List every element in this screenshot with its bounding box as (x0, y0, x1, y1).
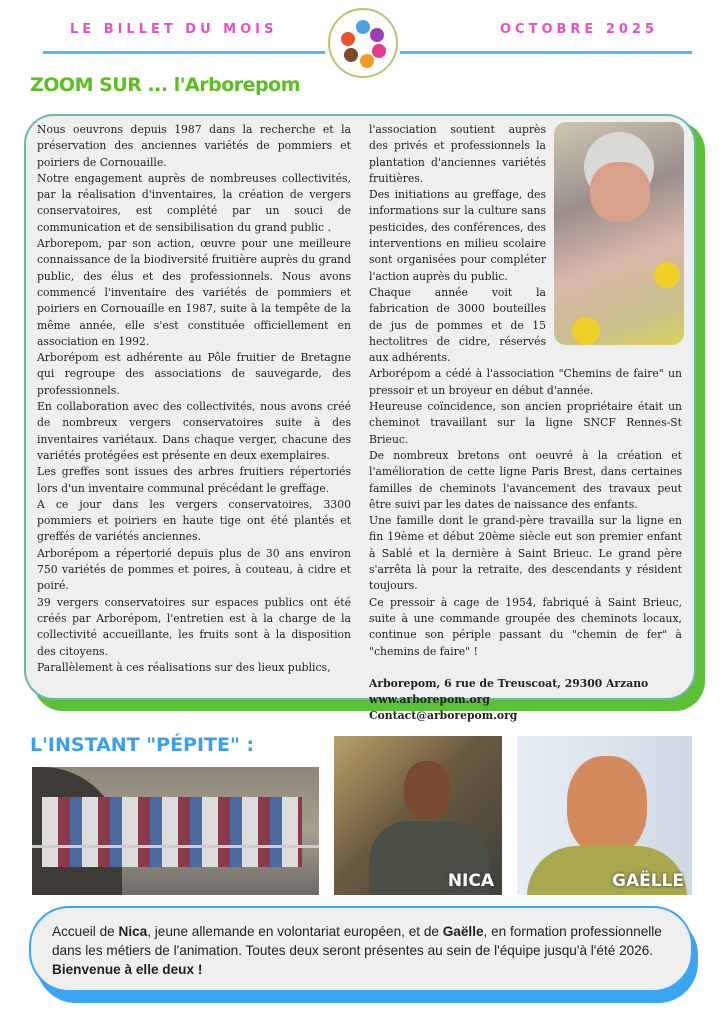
newsletter-label: LE BILLET DU MOIS (70, 22, 278, 37)
paragraph: Ce pressoir à cage de 1954, fabriqué à Saint Brieuc, suite à une commande groupée des cheminots locaux, continue son périple passant du "chemin de fer" à "chemins de faire" ! (369, 595, 682, 658)
paragraph: Nous oeuvrons depuis 1987 dans la recherche et la préservation des anciennes variétés de pommiers et poiriers de Cornouaille. (37, 123, 351, 169)
paragraph: Notre engagement auprès de nombreuses collectivités, par la réalisation d'inventaires, la création de vergers conservatoires, est complété par un souci de communication et de sensibilisation du grand public . (37, 171, 351, 234)
paragraph: Arborépom a cédé à l'association "Chemins de faire" un pressoir et un broyeur en début d'année. (369, 367, 682, 397)
section-title-pepite: L'INSTANT "PÉPITE" : (30, 734, 255, 756)
photo-nica (334, 736, 502, 895)
header-divider-left (43, 51, 325, 54)
paragraph: Heureuse coïncidence, son ancien propriétaire était un cheminot travaillant sur la ligne SNCF Rennes-St Brieuc. (369, 400, 682, 446)
paragraph: l'association soutient auprès des privés et professionnels la plantation d'anciennes variétés fruitières. (369, 123, 546, 185)
paragraph: Une famille dont le grand-père travailla sur la ligne en fin 19ème et début 20ème siècle eut son premier enfant à Sablé et la dernière à Saint Brieuc. Le grand père s'arrêta là pour la retraite, des descendants y résident toujours. (369, 514, 682, 593)
section-title-arborepom: ZOOM SUR ... l'Arborepom (30, 74, 300, 96)
contact-address: Arborepom, 6 rue de Treuscoat, 29300 Arzano (369, 676, 649, 690)
paragraph: Arborepom, par son action, œuvre pour une meilleure connaissance de la biodiversité fruitière auprès du grand public, des élus et des professionnels. Nous avons commencé l'inventaire des variétés de pommiers et poiriers en Cornouaille en 1987, suite à la tempête de la même année, elle s'est constituée officiellement en association en 1992. (37, 237, 352, 348)
paragraph: Arborépom est adhérente au Pôle fruitier de Bretagne qui regroupe des associations de sauvegarde, des professionnels. (37, 351, 351, 397)
paragraph: A ce jour dans les vergers conservatoires, 3300 pommiers et poiriers en haute tige ont été plantés et greffés de variétés anciennes. (37, 497, 351, 544)
paragraph: De nombreux bretons ont oeuvré à la création et l'amélioration de cette ligne Paris Brest, dans certaines familles de cheminots l'avancement des travaux peut être suivi par les dates de naissance des enfants. (369, 448, 682, 511)
welcome-text: , en formation professionnelle dans les métiers de l'animation. Toutes deux seront présentes au sein de l'équipe jusqu'à l'été 2026. (52, 924, 662, 958)
caption-gaelle: GAËLLE (611, 871, 684, 891)
name-nica: Nica (118, 924, 148, 939)
caption-nica: NICA (447, 871, 494, 891)
paragraph: En collaboration avec des collectivités, nous avons créé de nombreux vergers conservatoires suite à des inventaires variétaux. Dans chaque verger, chacune des variétés protégées est présente en deux exemplaires. (37, 400, 351, 462)
name-gaelle: Gaëlle (442, 924, 484, 939)
issue-date: OCTOBRE 2025 (500, 22, 659, 37)
paragraph: Des initiations au greffage, des informations sur la culture sans pesticides, des conférences, des interventions en milieu scolaire sont organisées pour compléter l'action auprès du public. (369, 188, 546, 283)
email-link[interactable]: Contact@arborepom.org (369, 709, 518, 723)
paragraph: Les greffes sont issues des arbres fruitiers répertoriés lors d'un inventaire communal précédant le greffage. (37, 465, 351, 495)
photo-gaelle (517, 736, 692, 895)
group-photo (32, 767, 319, 895)
photo-man-grafting-apple (554, 122, 684, 345)
paragraph: Chaque année voit la fabrication de 3000 bouteilles de jus de pommes et de 15 hectolitres de cidre, réservés aux adhérents. (369, 285, 546, 365)
paragraph: Parallèlement à ces réalisations sur des lieux publics, (37, 660, 331, 674)
article-left-column (37, 122, 351, 676)
paragraph: 39 vergers conservatoires sur espaces publics ont été créés par Arborépom, l'entretien est à la charge de la collectivité accueillante, les fruits sont à la disposition des citoyens. (37, 595, 351, 658)
welcome-box (29, 906, 693, 992)
welcome-closing: Bienvenue à elle deux ! (52, 962, 203, 977)
website-link[interactable]: www.arborepom.org (369, 693, 490, 707)
article-box (24, 114, 696, 723)
article-right-column (369, 122, 682, 725)
welcome-text: Accueil de (52, 924, 119, 939)
header-divider-right (400, 51, 692, 54)
welcome-text: , jeune allemande en volontariat européen, et de (147, 924, 443, 939)
paragraph: Arborépom a répertorié depuis plus de 30 ans environ 750 variétés de pommes et poires, à couteau, à cidre et poiré. (37, 546, 351, 593)
chemins-de-faire-logo (328, 8, 398, 78)
